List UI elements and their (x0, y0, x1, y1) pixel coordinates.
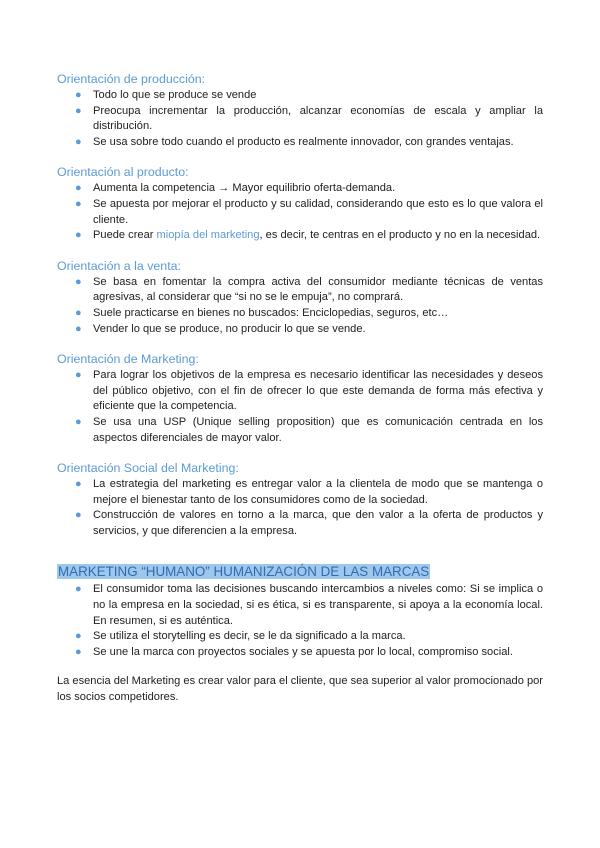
bullet-icon: ● (75, 583, 82, 596)
list-item-text: Vender lo que se produce, no producir lo que se vende. (93, 322, 366, 335)
banner-bullet-list (57, 582, 543, 660)
list-item (57, 368, 543, 415)
list-item (57, 306, 543, 322)
list-item-text: Se utiliza el storytelling es decir, se le da significado a la marca. (93, 630, 406, 643)
list-item-text: El consumidor toma las decisiones buscando intercambios a niveles como: Si se implica o no la empresa en la sociedad, si es ética, si es transparente, si apoya a la economía local. En resumen, si es auténtica. (93, 583, 543, 627)
bullet-icon: ● (75, 478, 82, 491)
list-item-text: Suele practicarse en bienes no buscados: Enciclopedias, seguros, etc… (93, 306, 449, 319)
list-item (57, 645, 543, 661)
bullet-icon: ● (75, 369, 82, 382)
list-item-text: Construcción de valores en torno a la marca, que den valor a la oferta de productos y servicios, y que diferencien a la empresa. (93, 509, 543, 537)
list-item (57, 415, 543, 446)
banner-heading-wrap (57, 563, 543, 580)
section-heading: Orientación a la venta: (57, 258, 181, 273)
list-item (57, 508, 543, 539)
list-item-text: Se usa una USP (Unique selling proposition) que es comunicación centrada en los aspectos diferenciales de mayor valor. (93, 415, 543, 444)
section-heading: Orientación de producción: (57, 72, 206, 86)
list-item-text: Se une la marca con proyectos sociales y se apuesta por lo local, compromiso social. (93, 645, 513, 658)
banner-heading: MARKETING “HUMANO” HUMANIZACIÓN DE LAS MARCAS (58, 564, 430, 580)
section-heading: Orientación de Marketing: (57, 352, 199, 367)
list-item (57, 181, 543, 197)
section-orientacion-social (57, 460, 543, 539)
bullet-icon: ● (75, 322, 82, 335)
section-orientacion-marketing (57, 351, 543, 446)
bullet-icon: ● (75, 104, 82, 117)
list-item (57, 582, 543, 629)
bullet-list (57, 368, 543, 446)
list-item-text: Se usa sobre todo cuando el producto es realmente innovador, con grandes ventajas. (93, 135, 514, 148)
bullet-icon: ● (75, 197, 82, 210)
section-heading: Orientación Social del Marketing: (57, 461, 239, 476)
list-item-text: Para lograr los objetivos de la empresa es necesario identificar las necesidades y deseos del público objetivo, con el fin de ofrecer lo que este demanda de forma más efectiva y eficiente que la competencia. (93, 369, 543, 413)
list-item-text: Se apuesta por mejorar el producto y su calidad, considerando que esto es lo que valora el cliente. (93, 197, 543, 226)
bullet-icon: ● (75, 630, 82, 643)
list-item (57, 322, 543, 338)
list-item (57, 275, 543, 306)
bullet-icon: ● (75, 645, 82, 658)
list-item-text: Preocupa incrementar la producción, alcanzar economías de escala y ampliar la distribución. (93, 104, 543, 133)
bullet-icon: ● (75, 306, 82, 319)
section-orientacion-venta (57, 258, 543, 337)
list-item (57, 228, 543, 244)
bullet-icon: ● (75, 229, 82, 242)
list-item (57, 88, 543, 104)
section-orientacion-produccion (57, 71, 543, 150)
list-item-text-before: Puede crear (93, 229, 157, 242)
list-item (57, 629, 543, 645)
closing-paragraph: La esencia del Marketing es crear valor para el cliente, que sea superior al valor promocionado por los socios competidores. (57, 675, 543, 704)
list-item-text-after: , es decir, te centras en el producto y no en la necesidad. (259, 229, 541, 242)
bullet-list (57, 181, 543, 243)
bullet-icon: ● (75, 275, 82, 288)
list-item-text: Todo lo que se produce se vende (93, 89, 257, 101)
miopia-marketing-link[interactable]: miopía del marketing (156, 229, 260, 242)
list-item-text: Aumenta la competencia → Mayor equilibrio oferta-demanda. (93, 182, 396, 195)
section-orientacion-producto (57, 164, 543, 243)
bullet-icon: ● (75, 89, 82, 101)
section-heading: Orientación al producto: (57, 165, 189, 180)
bullet-icon: ● (75, 415, 82, 428)
list-item (57, 477, 543, 508)
bullet-list (57, 88, 543, 150)
list-item-text: La estrategia del marketing es entregar valor a la clientela de modo que se mantenga o mejore el bienestar tanto de los consumidores como de la sociedad. (93, 478, 543, 506)
list-item (57, 104, 543, 135)
list-item (57, 135, 543, 151)
bullet-icon: ● (75, 509, 82, 522)
bullet-icon: ● (75, 182, 82, 195)
list-item-text: Se basa en fomentar la compra activa del consumidor mediante técnicas de ventas agresivas, al considerar que “si no se le empuja”, no comprará. (93, 275, 543, 304)
bullet-list (57, 477, 543, 539)
list-item (57, 197, 543, 228)
bullet-list (57, 275, 543, 337)
bullet-icon: ● (75, 135, 82, 148)
